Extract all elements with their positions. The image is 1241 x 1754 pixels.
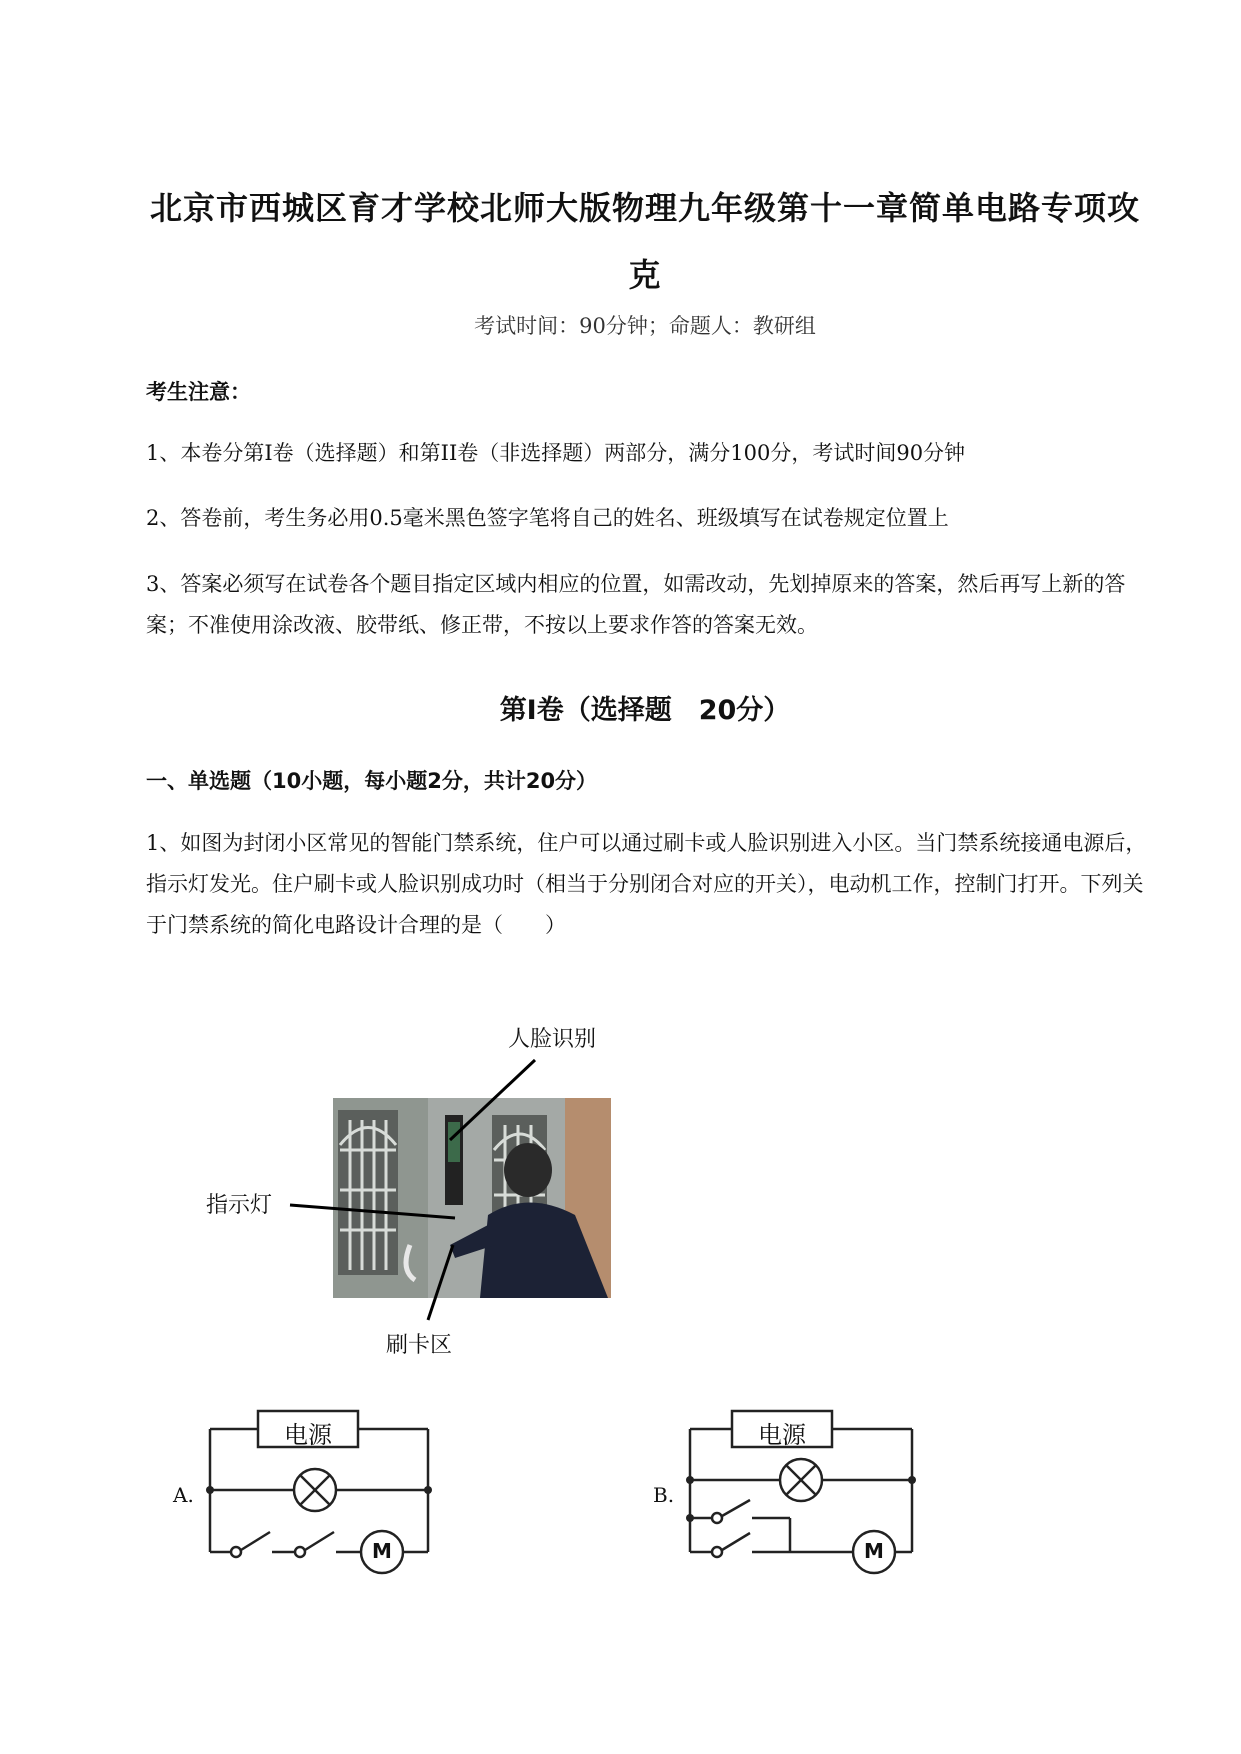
label-face-recognition: 人脸识别 bbox=[508, 1027, 597, 1052]
option-b-motor-label: M bbox=[864, 1539, 884, 1563]
exam-title-line1: 北京市西城区育才学校北师大版物理九年级第十一章简单电路专项攻 bbox=[149, 189, 1140, 227]
exam-title-line2: 克 bbox=[628, 256, 662, 294]
option-a-letter: A. bbox=[173, 1483, 194, 1507]
notice-item-2: 2、答卷前，考生务必用0.5毫米黑色签字笔将自己的姓名、班级填写在试卷规定位置上 bbox=[146, 506, 949, 530]
exam-meta: 考试时间：90分钟；命题人：教研组 bbox=[474, 314, 816, 338]
question-1-text: 1、如图为封闭小区常见的智能门禁系统，住户可以通过刷卡或人脸识别进入小区。当门禁系统接通电源后，指示灯发光。住户刷卡或人脸识别成功时（相当于分别闭合对应的开关），电动机工作，控制门打开。下列关于门禁系统的简化电路设计合理的是（ ） bbox=[146, 831, 1147, 937]
label-indicator-light: 指示灯 bbox=[206, 1193, 273, 1218]
option-b-letter: B. bbox=[653, 1483, 675, 1507]
part-heading: 一、单选题（10小题，每小题2分，共计20分） bbox=[146, 769, 598, 793]
notice-item-1: 1、本卷分第I卷（选择题）和第II卷（非选择题）两部分，满分100分，考试时间90分钟 bbox=[146, 441, 966, 465]
notice-heading: 考生注意： bbox=[146, 380, 251, 404]
notice-item-3: 3、答案必须写在试卷各个题目指定区域内相应的位置，如需改动，先划掉原来的答案，然后再写上新的答案；不准使用涂改液、胶带纸、修正带，不按以上要求作答的答案无效。 bbox=[146, 572, 1126, 637]
section-title: 第I卷（选择题 20分） bbox=[499, 695, 791, 726]
option-b-power-label: 电源 bbox=[758, 1421, 806, 1449]
option-a-motor-label: M bbox=[372, 1539, 392, 1563]
label-card-area: 刷卡区 bbox=[386, 1333, 453, 1358]
option-a-power-label: 电源 bbox=[284, 1421, 332, 1449]
